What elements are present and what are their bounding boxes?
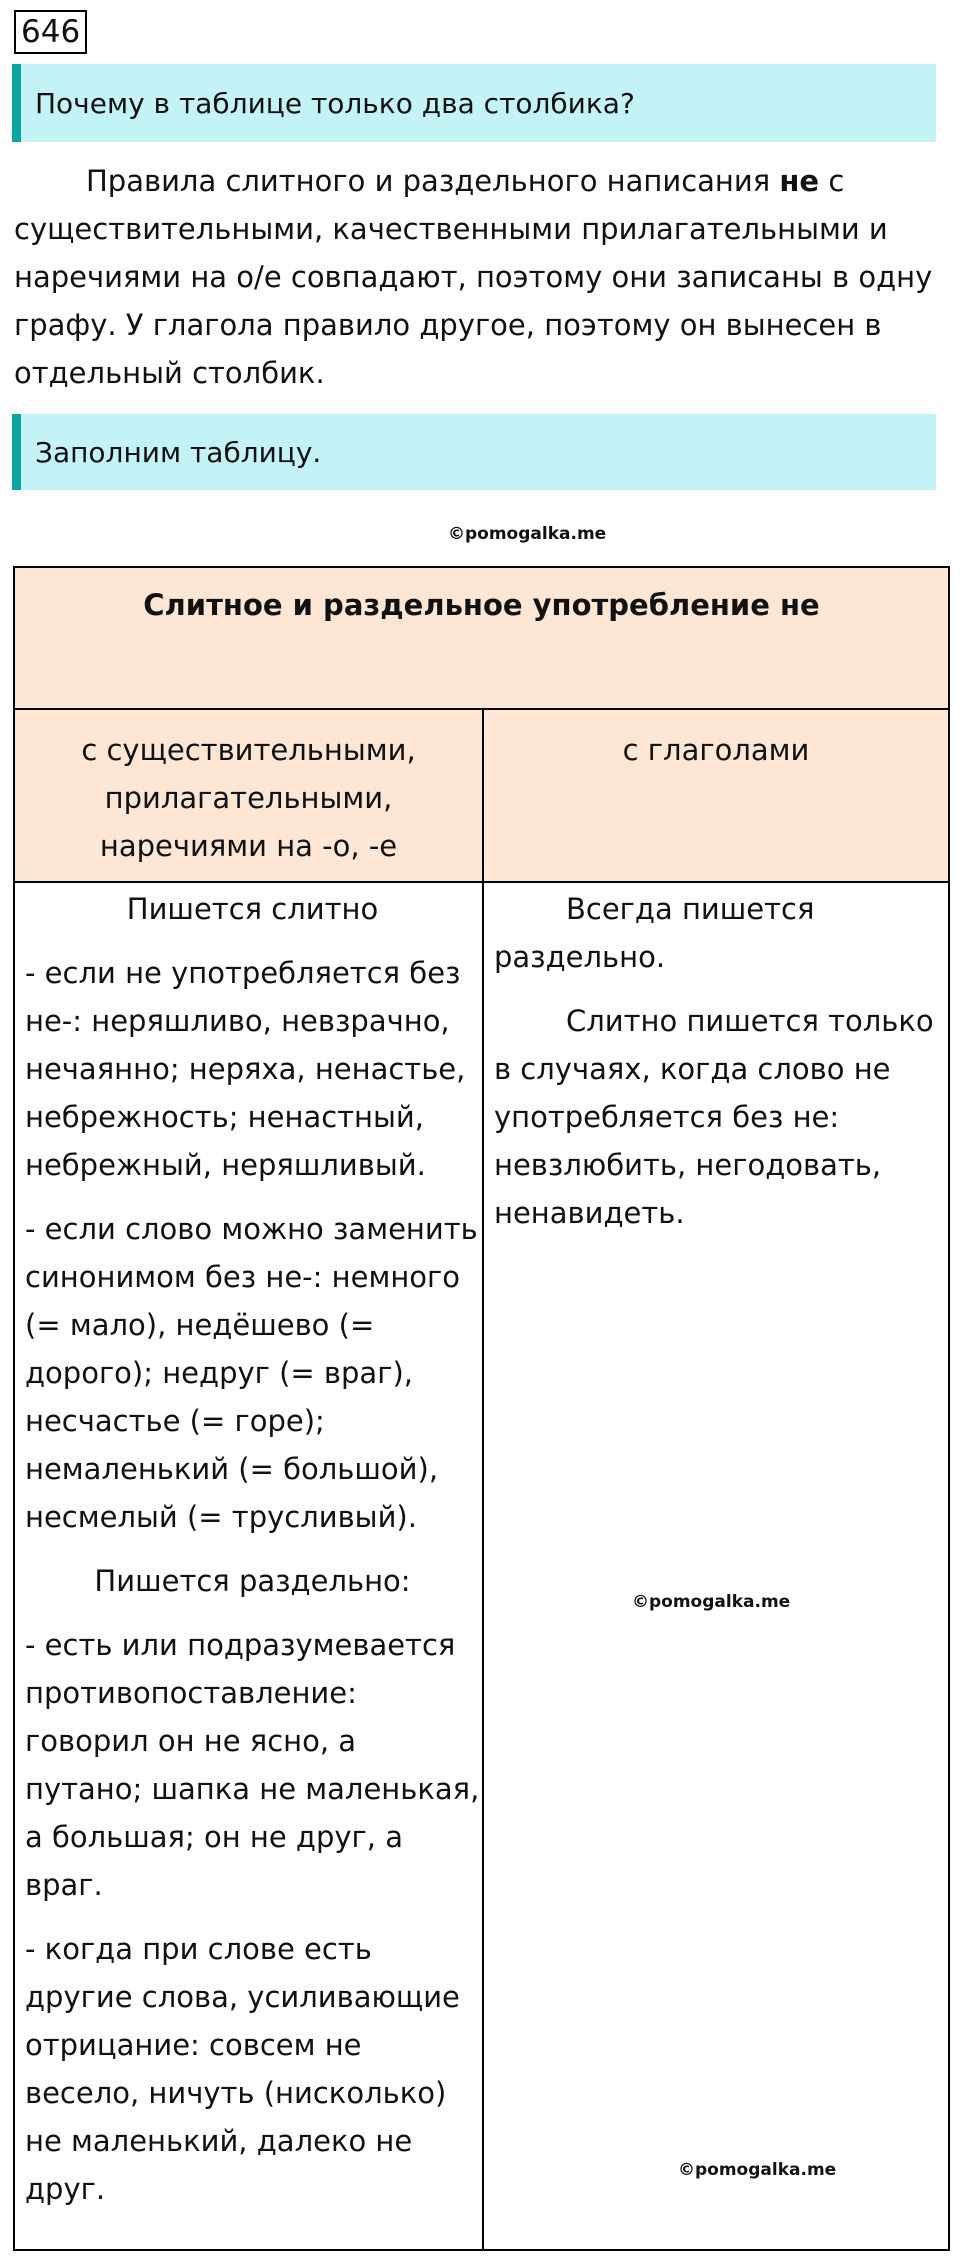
column-header-verbs: с глаголами [484, 710, 948, 883]
rule-synonym: - если слово можно заменить синонимом без не-: немного (= мало), недёшево (= дорого); недруг (= враг), несчастье (= горе); немаленький (= большой), несмелый (= трусливый). [25, 1212, 478, 1534]
verbs-rules-cell [494, 885, 942, 1253]
table-title: Слитное и раздельное употребление не [15, 568, 948, 710]
watermark-2: ©pomogalka.me [632, 1592, 791, 1612]
answer-bold-word: не [779, 164, 820, 198]
column-divider [482, 883, 484, 2249]
verbs-rule-separate: Всегда пишется раздельно. [494, 892, 815, 974]
rule-no-without-ne: - если не употребляется без не-: неряшливо, невзрачно, нечаянно; неряха, ненастье, небрежность; ненастный, небрежный, неряшливый. [25, 956, 466, 1182]
rule-contrast: - есть или подразумевается противопоставление: говорил он не ясно, а путано; шапка не маленькая, а большая; он не друг, а враг. [25, 1628, 480, 1902]
watermark: ©pomogalka.me [448, 524, 607, 544]
column-header-nouns: с существительными, прилагательными, наречиями на -о, -е [15, 710, 484, 883]
rule-intensifiers: - когда при слове есть другие слова, усиливающие отрицание: совсем не весело, ничуть (нисколько) не маленький, далеко не друг. [25, 1932, 460, 2206]
task-number: 646 [14, 10, 87, 54]
answer-paragraph [14, 157, 944, 397]
question-text: Почему в таблице только два столбика? [35, 86, 635, 120]
task-text: Заполним таблицу. [35, 435, 322, 469]
rules-table [13, 566, 950, 2251]
task-banner [12, 414, 936, 490]
heading-written-separately: Пишется раздельно: [94, 1564, 411, 1598]
verbs-rule-exception: Слитно пишется только в случаях, когда слово не употребляется без не: невзлюбить, негодовать, ненавидеть. [494, 1004, 934, 1230]
heading-written-together: Пишется слитно [126, 892, 379, 926]
question-banner [12, 64, 936, 142]
answer-text-start: Правила слитного и раздельного написания [86, 164, 780, 198]
answer-text-end: с существительными, качественными прилагательными и наречиями на о/е совпадают, поэтому они записаны в одну графу. У глагола правило другое, поэтому он вынесен в отдельный столбик. [14, 164, 933, 390]
nouns-rules-cell [25, 885, 480, 2229]
watermark-3: ©pomogalka.me [678, 2160, 837, 2180]
